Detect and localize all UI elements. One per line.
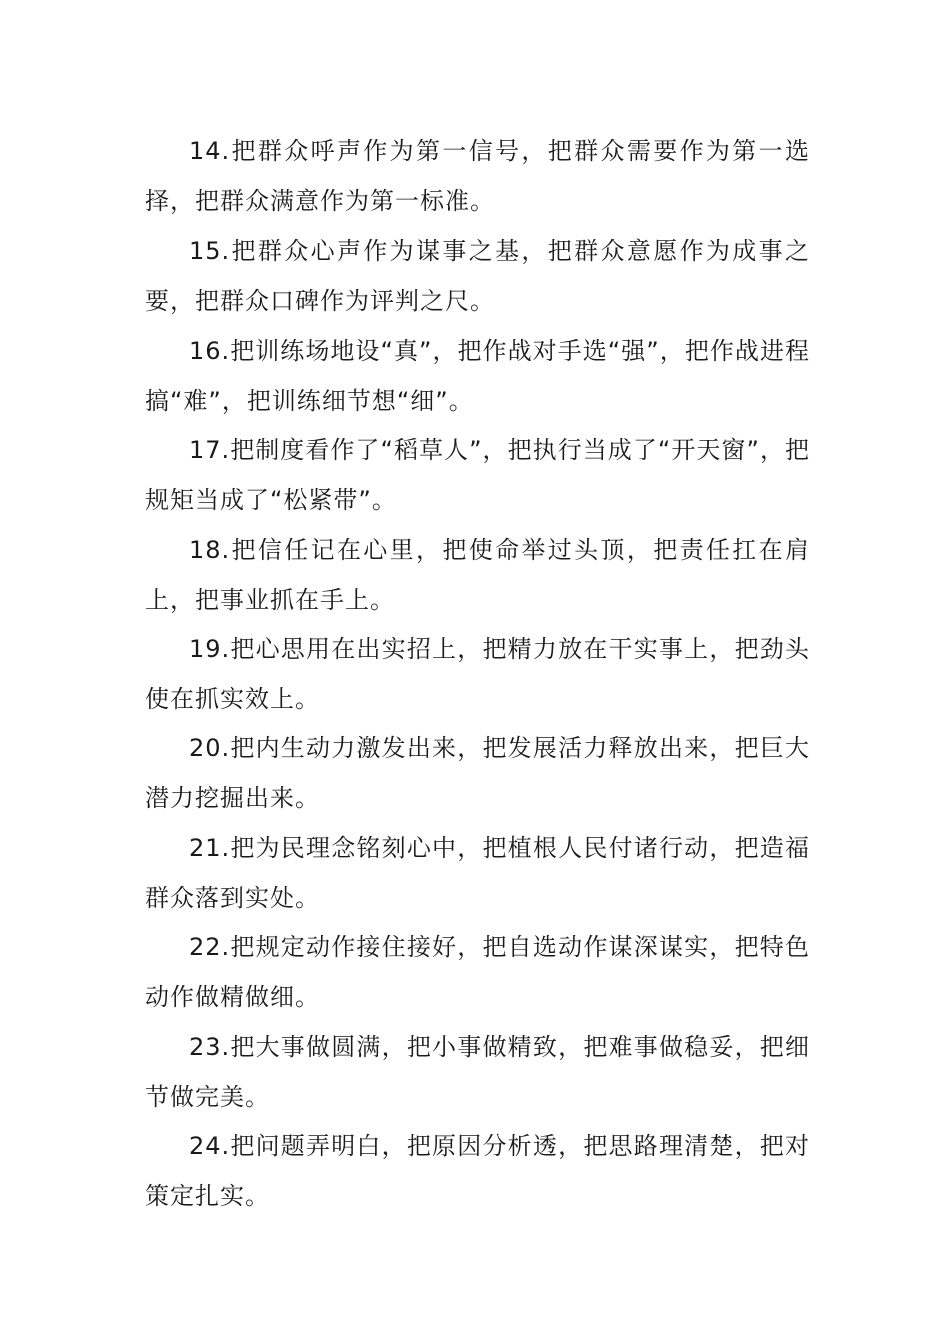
- paragraph-14: 14.把群众呼声作为第一信号，把群众需要作为第一选择，把群众满意作为第一标准。: [145, 137, 810, 215]
- paragraph-19: 19.把心思用在出实招上，把精力放在干实事上，把劲头使在抓实效上。: [145, 635, 810, 713]
- paragraph-16: 16.把训练场地设“真”，把作战对手选“强”，把作战进程搞“难”，把训练细节想“细”。: [145, 337, 810, 415]
- paragraph-20: 20.把内生动力激发出来，把发展活力释放出来，把巨大潜力挖掘出来。: [145, 734, 810, 812]
- paragraph-17: 17.把制度看作了“稻草人”，把执行当成了“开天窗”，把规矩当成了“松紧带”。: [145, 436, 810, 514]
- paragraph-22: 22.把规定动作接住接好，把自选动作谋深谋实，把特色动作做精做细。: [145, 933, 810, 1011]
- paragraph-23: 23.把大事做圆满，把小事做精致，把难事做稳妥，把细节做完美。: [145, 1033, 810, 1111]
- paragraph-24: 24.把问题弄明白，把原因分析透，把思路理清楚，把对策定扎实。: [145, 1132, 810, 1210]
- paragraph-21: 21.把为民理念铭刻心中，把植根人民付诸行动，把造福群众落到实处。: [145, 834, 810, 912]
- paragraph-15: 15.把群众心声作为谋事之基，把群众意愿作为成事之要，把群众口碑作为评判之尺。: [145, 237, 810, 315]
- paragraph-18: 18.把信任记在心里，把使命举过头顶，把责任扛在肩上，把事业抓在手上。: [145, 536, 810, 614]
